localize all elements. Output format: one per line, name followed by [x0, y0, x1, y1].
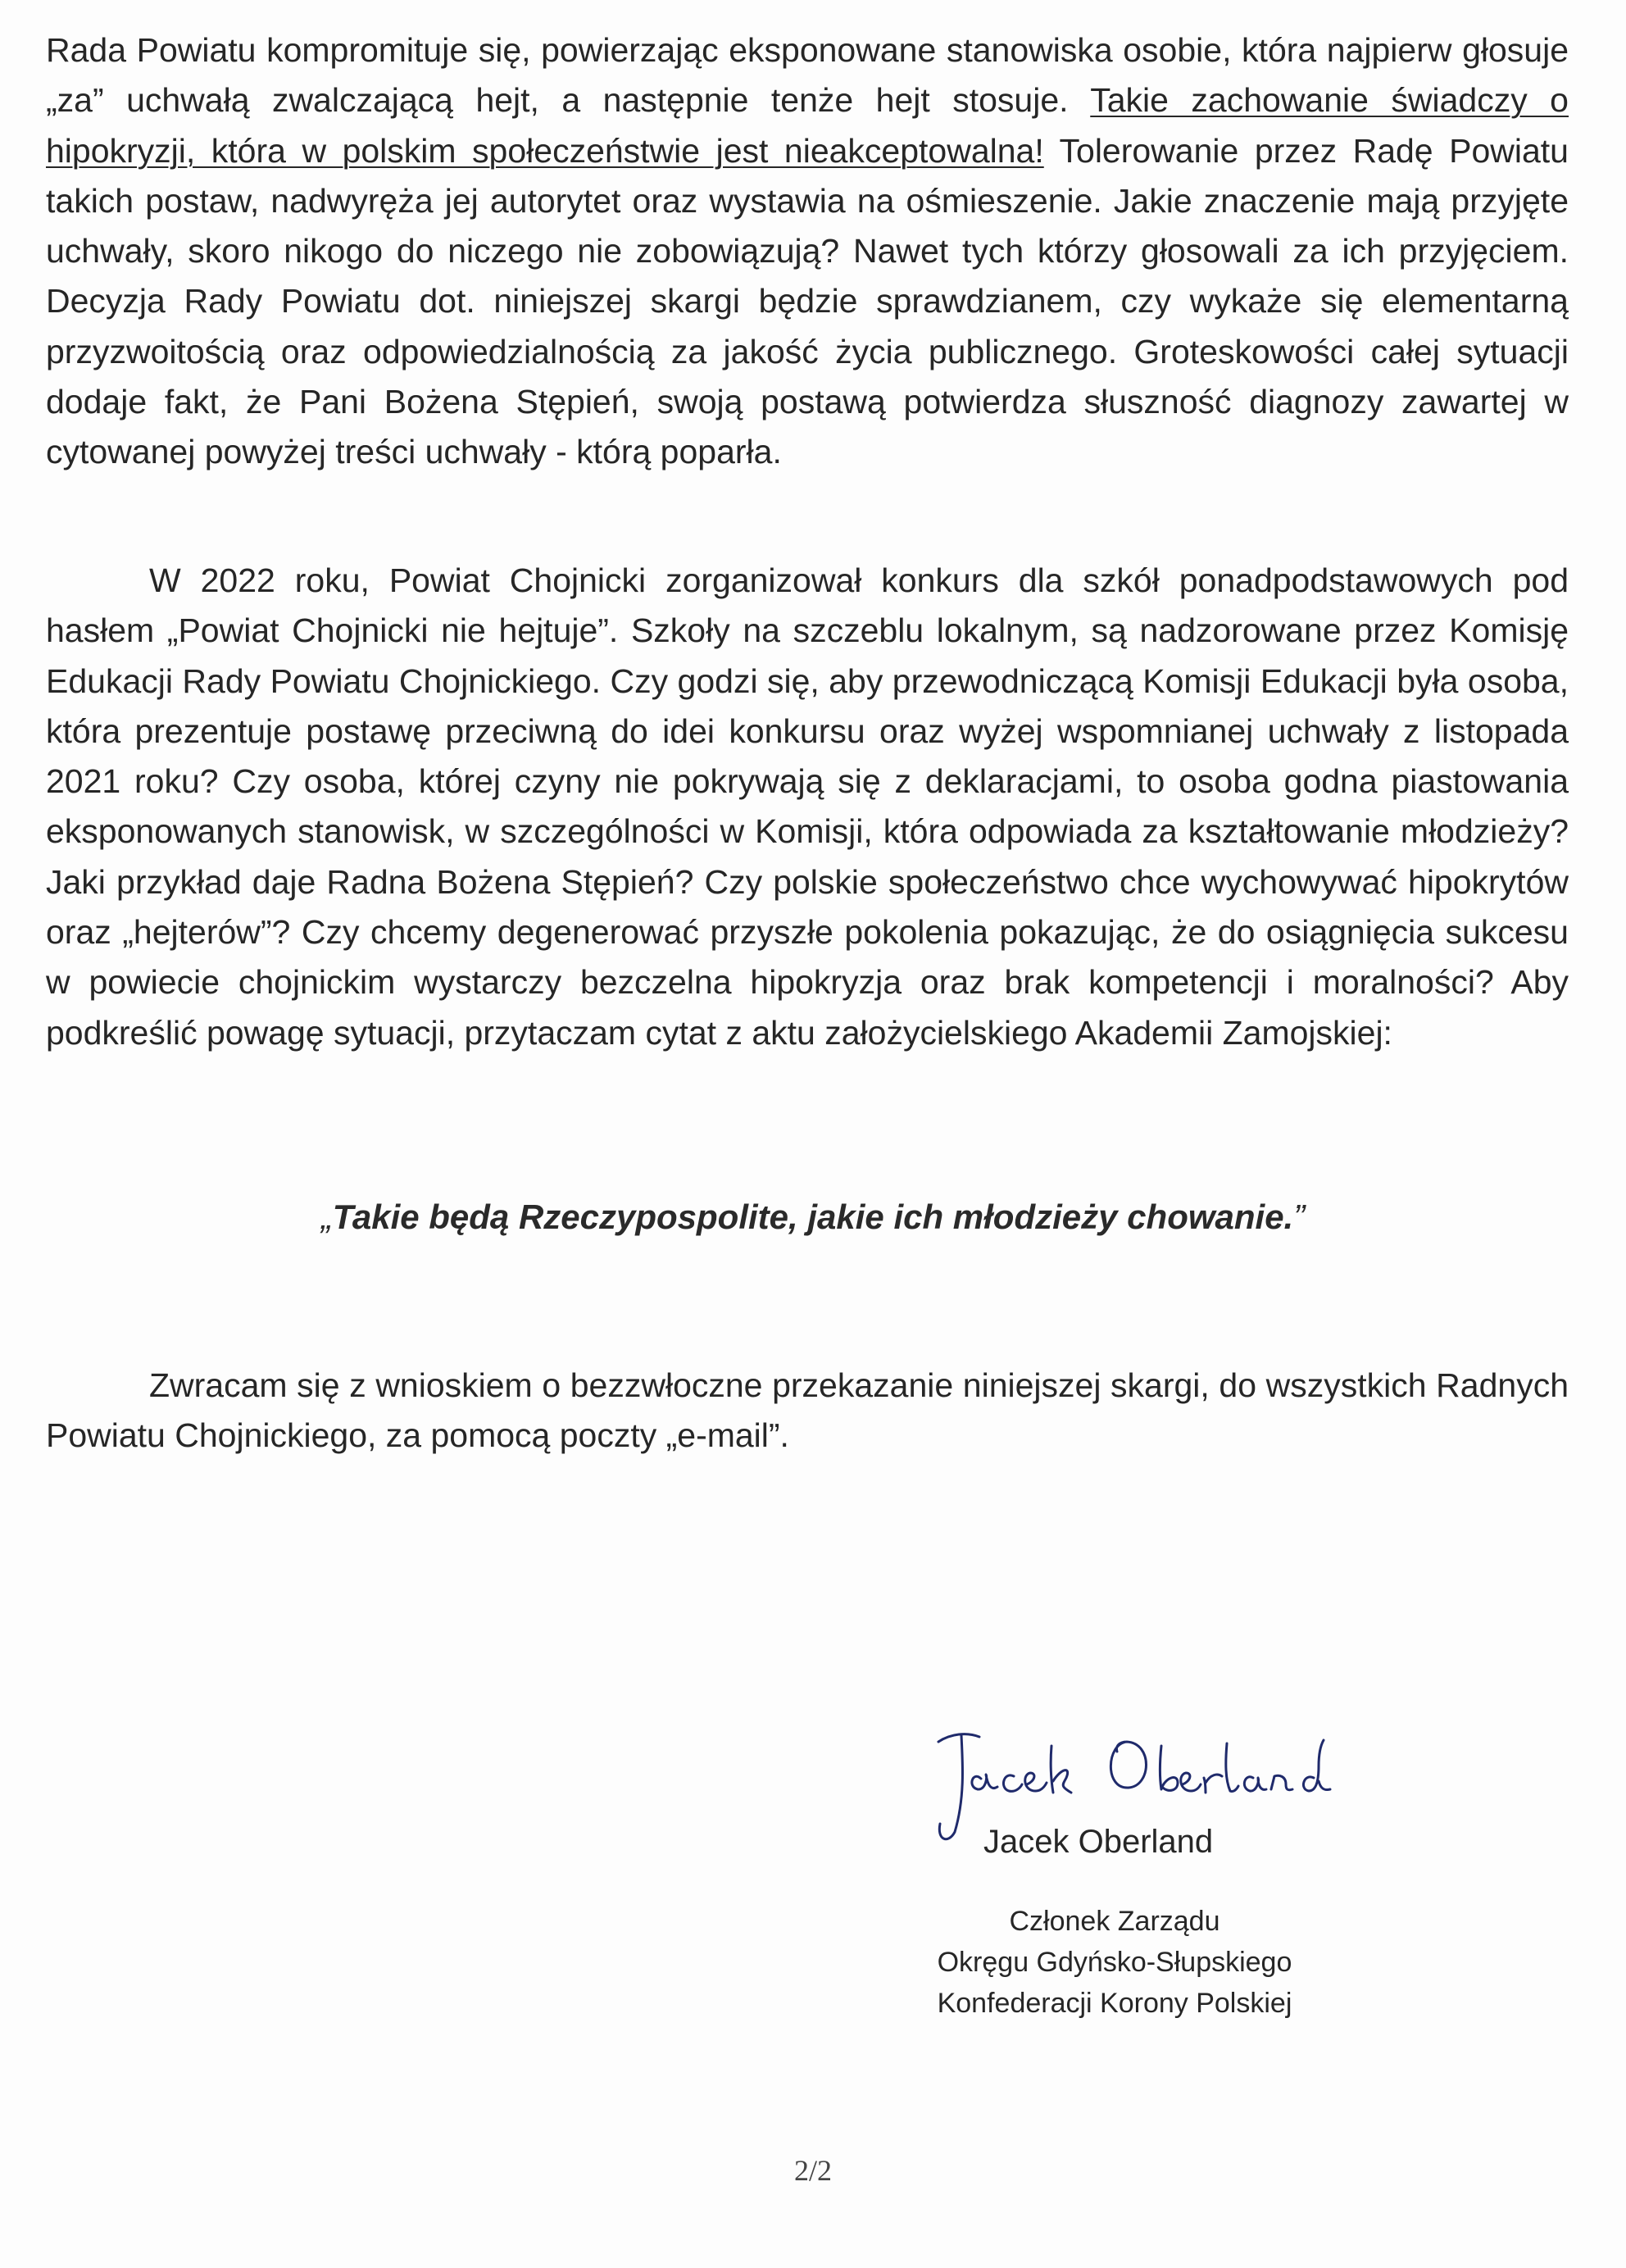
page-number: 2/2	[793, 2154, 832, 2187]
paragraph-contest-context	[46, 556, 1569, 1058]
paragraph1-text-part1: Rada Powiatu kompromituje się, powierzając eksponowane stanowiska osobie, która najpierw głosuje „za” uchwałą zwalczającą hejt, a następnie tenże hejt stosuje.	[46, 31, 1569, 120]
paragraph1-underlined-text: Takie zachowanie świadczy o hipokryzji, która w polskim społeczeństwie jest nieakceptowalna!	[46, 81, 1569, 170]
academy-quote	[0, 1193, 1626, 1242]
signatory-org-line2: Konfederacji Korony Polskiej	[937, 1988, 1292, 2019]
paragraph-request	[46, 1361, 1569, 1461]
quote-close-mark: ”	[1293, 1198, 1306, 1236]
quote-open-mark: „	[320, 1198, 333, 1236]
paragraph-complaint-intro	[46, 25, 1569, 478]
quote-text: Takie będą Rzeczypospolite, jakie ich młodzieży chowanie.	[332, 1198, 1294, 1236]
signatory-org-line1: Okręgu Gdyńsko-Słupskiego	[937, 1947, 1292, 1978]
paragraph1-text-part2: Tolerowanie przez Radę Powiatu takich postaw, nadwyręża jej autorytet oraz wystawia na ośmieszenie. Jakie znaczenie mają przyjęte uchwały, skoro nikogo do niczego nie zobowiązują? Nawet tych którzy głosowali za ich przyjęciem. Decyzja Rady Powiatu dot. niniejszej skargi będzie sprawdzianem, czy wykaże się elementarną przyzwoitością oraz odpowiedzialnością za jakość życia publicznego. Groteskowości całej sytuacji dodaje fakt, że Pani Bożena Stępień, swoją postawą potwierdza słuszność diagnozy zawartej w cytowanej powyżej treści uchwały - którą poparła.	[46, 131, 1569, 471]
signatory-name: Jacek Oberland	[983, 1824, 1214, 1860]
signatory-role: Członek Zarządu	[1009, 1906, 1220, 1937]
paragraph3-text: Zwracam się z wnioskiem o bezzwłoczne przekazanie niniejszej skargi, do wszystkich Radnych Powiatu Chojnickiego, za pomocą poczty „e-mail”.	[46, 1366, 1569, 1455]
paragraph2-text: W 2022 roku, Powiat Chojnicki zorganizował konkurs dla szkół ponadpodstawowych pod hasłem „Powiat Chojnicki nie hejtuje”. Szkoły na szczeblu lokalnym, są nadzorowane przez Komisję Edukacji Rady Powiatu Chojnickiego. Czy godzi się, aby przewodniczącą Komisji Edukacji była osoba, która prezentuje postawę przeciwną do idei konkursu oraz wyżej wspomnianej uchwały z listopada 2021 roku? Czy osoba, której czyny nie pokrywają się z deklaracjami, to osoba godna piastowania eksponowanych stanowisk, w szczególności w Komisji, która odpowiada za kształtowanie młodzieży? Jaki przykład daje Radna Bożena Stępień? Czy polskie społeczeństwo chce wychowywać hipokrytów oraz „hejterów”? Czy chcemy degenerować przyszłe pokolenia pokazując, że do osiągnięcia sukcesu w powiecie chojnickim wystarczy bezczelna hipokryzja oraz brak kompetencji i moralności? Aby podkreślić powagę sytuacji, przytaczam cytat z aktu założycielskiego Akademii Zamojskiej:	[46, 561, 1569, 1052]
